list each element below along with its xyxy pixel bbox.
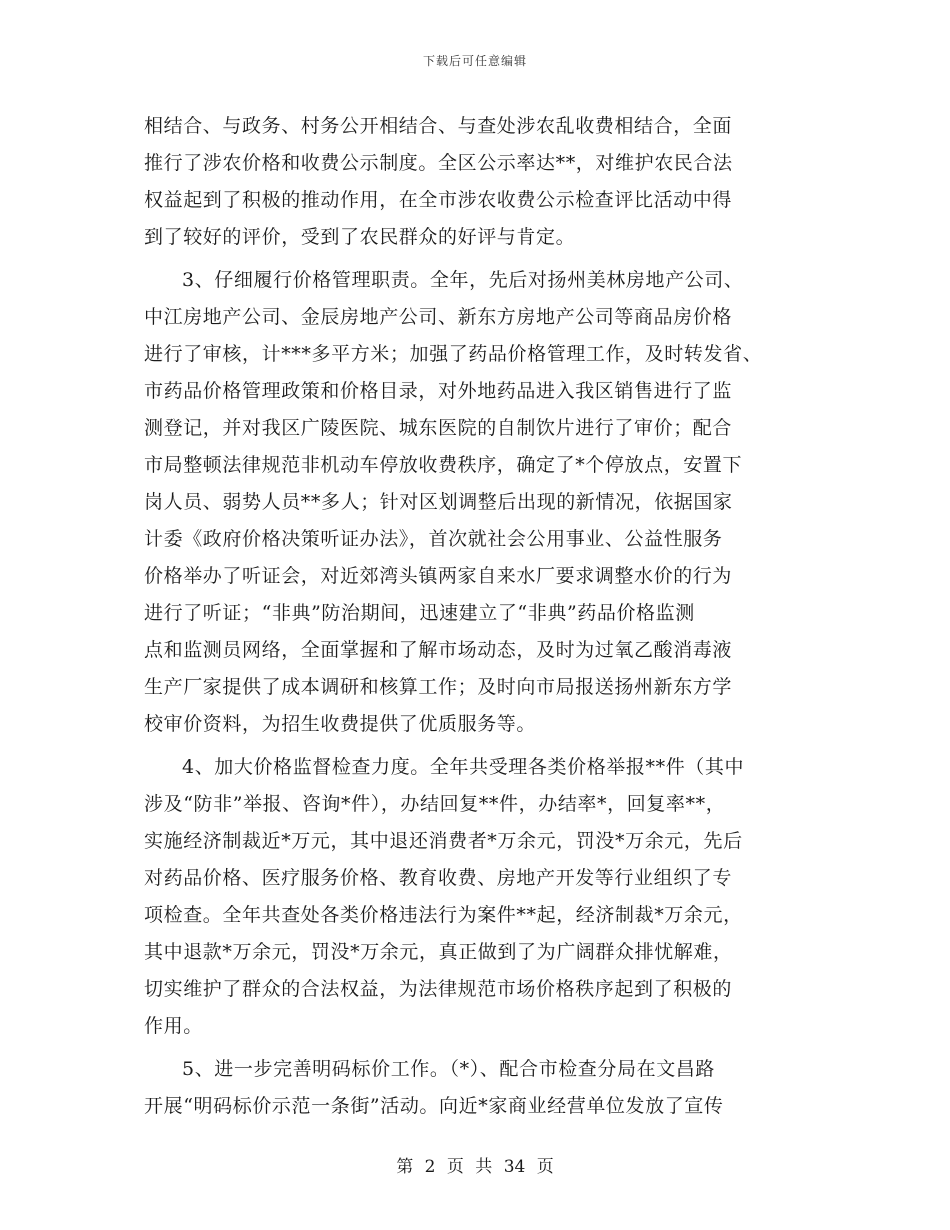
paragraph-5-start: 5、进一步完善明码标价工作。（*）、配合市检查分局在文昌路 (182, 1058, 715, 1080)
text-line: 计委《政府价格决策听证办法》，首次就社会公用事业、公益性服务 (144, 528, 723, 550)
text-line: 校审价资料，为招生收费提供了优质服务等。 (144, 713, 537, 735)
text-line: 对药品价格、医疗服务价格、教育收费、房地产开发等行业组织了专 (144, 867, 733, 889)
paragraph-4-start: 4、加大价格监督检查力度。全年共受理各类价格举报**件（其中 (182, 756, 745, 778)
text-line: 其中退款*万余元，罚没*万余元，真正做到了为广阔群众排忧解难， (144, 941, 733, 963)
text-line: 切实维护了群众的合法权益，为法律规范市场价格秩序起到了积极的 (144, 978, 733, 1000)
text-line: 测登记，并对我区广陵医院、城东医院的自制饮片进行了审价；配合 (144, 417, 733, 439)
page-header: 下载后可任意编辑 (422, 54, 527, 68)
paragraph-3-start: 3、仔细履行价格管理职责。全年，先后对扬州美林房地产公司、 (182, 269, 744, 291)
document-body (144, 108, 814, 1125)
text-line: 点和监测员网络，全面掌握和了解市场动态，及时为过氧乙酸消毒液 (144, 639, 733, 661)
text-line: 推行了涉农价格和收费公示制度。全区公示率达**，对维护农民合法 (144, 152, 733, 174)
text-line: 生产厂家提供了成本调研和核算工作；及时向市局报送扬州新东方学 (144, 676, 733, 698)
text-line: 进行了审核，计***多平方米；加强了药品价格管理工作，及时转发省、 (144, 343, 763, 365)
text-line: 项检查。全年共查处各类价格违法行为案件**起，经济制裁*万余元， (144, 904, 743, 926)
text-line: 进行了听证；“非典”防治期间，迅速建立了“非典”药品价格监测 (144, 602, 695, 624)
text-line: 涉及“防非”举报、咨询*件），办结回复**件，办结率*，回复率**， (144, 793, 726, 815)
text-line: 相结合、与政务、村务公开相结合、与查处涉农乱收费相结合，全面 (144, 115, 733, 137)
text-line: 实施经济制裁近*万元，其中退还消费者*万余元，罚没*万余元，先后 (144, 830, 743, 852)
text-line: 岗人员、弱势人员**多人；针对区划调整后出现的新情况，依据国家 (144, 491, 733, 513)
text-line: 市药品价格管理政策和价格目录，对外地药品进入我区销售进行了监 (144, 380, 733, 402)
text-line: 权益起到了积极的推动作用，在全市涉农收费公示检查评比活动中得 (144, 189, 733, 211)
page-footer: 第 2 页 共 34 页 (396, 1157, 554, 1177)
text-line: 中江房地产公司、金辰房地产公司、新东方房地产公司等商品房价格 (144, 306, 733, 328)
text-line: 开展“明码标价示范一条街”活动。向近*家商业经营单位发放了宣传 (144, 1095, 724, 1117)
text-line: 作用。 (144, 1015, 203, 1037)
text-line: 到了较好的评价，受到了农民群众的好评与肯定。 (144, 226, 576, 248)
text-line: 价格举办了听证会，对近郊湾头镇两家自来水厂要求调整水价的行为 (144, 565, 733, 587)
text-line: 市局整顿法律规范非机动车停放收费秩序，确定了*个停放点，安置下 (144, 454, 743, 476)
